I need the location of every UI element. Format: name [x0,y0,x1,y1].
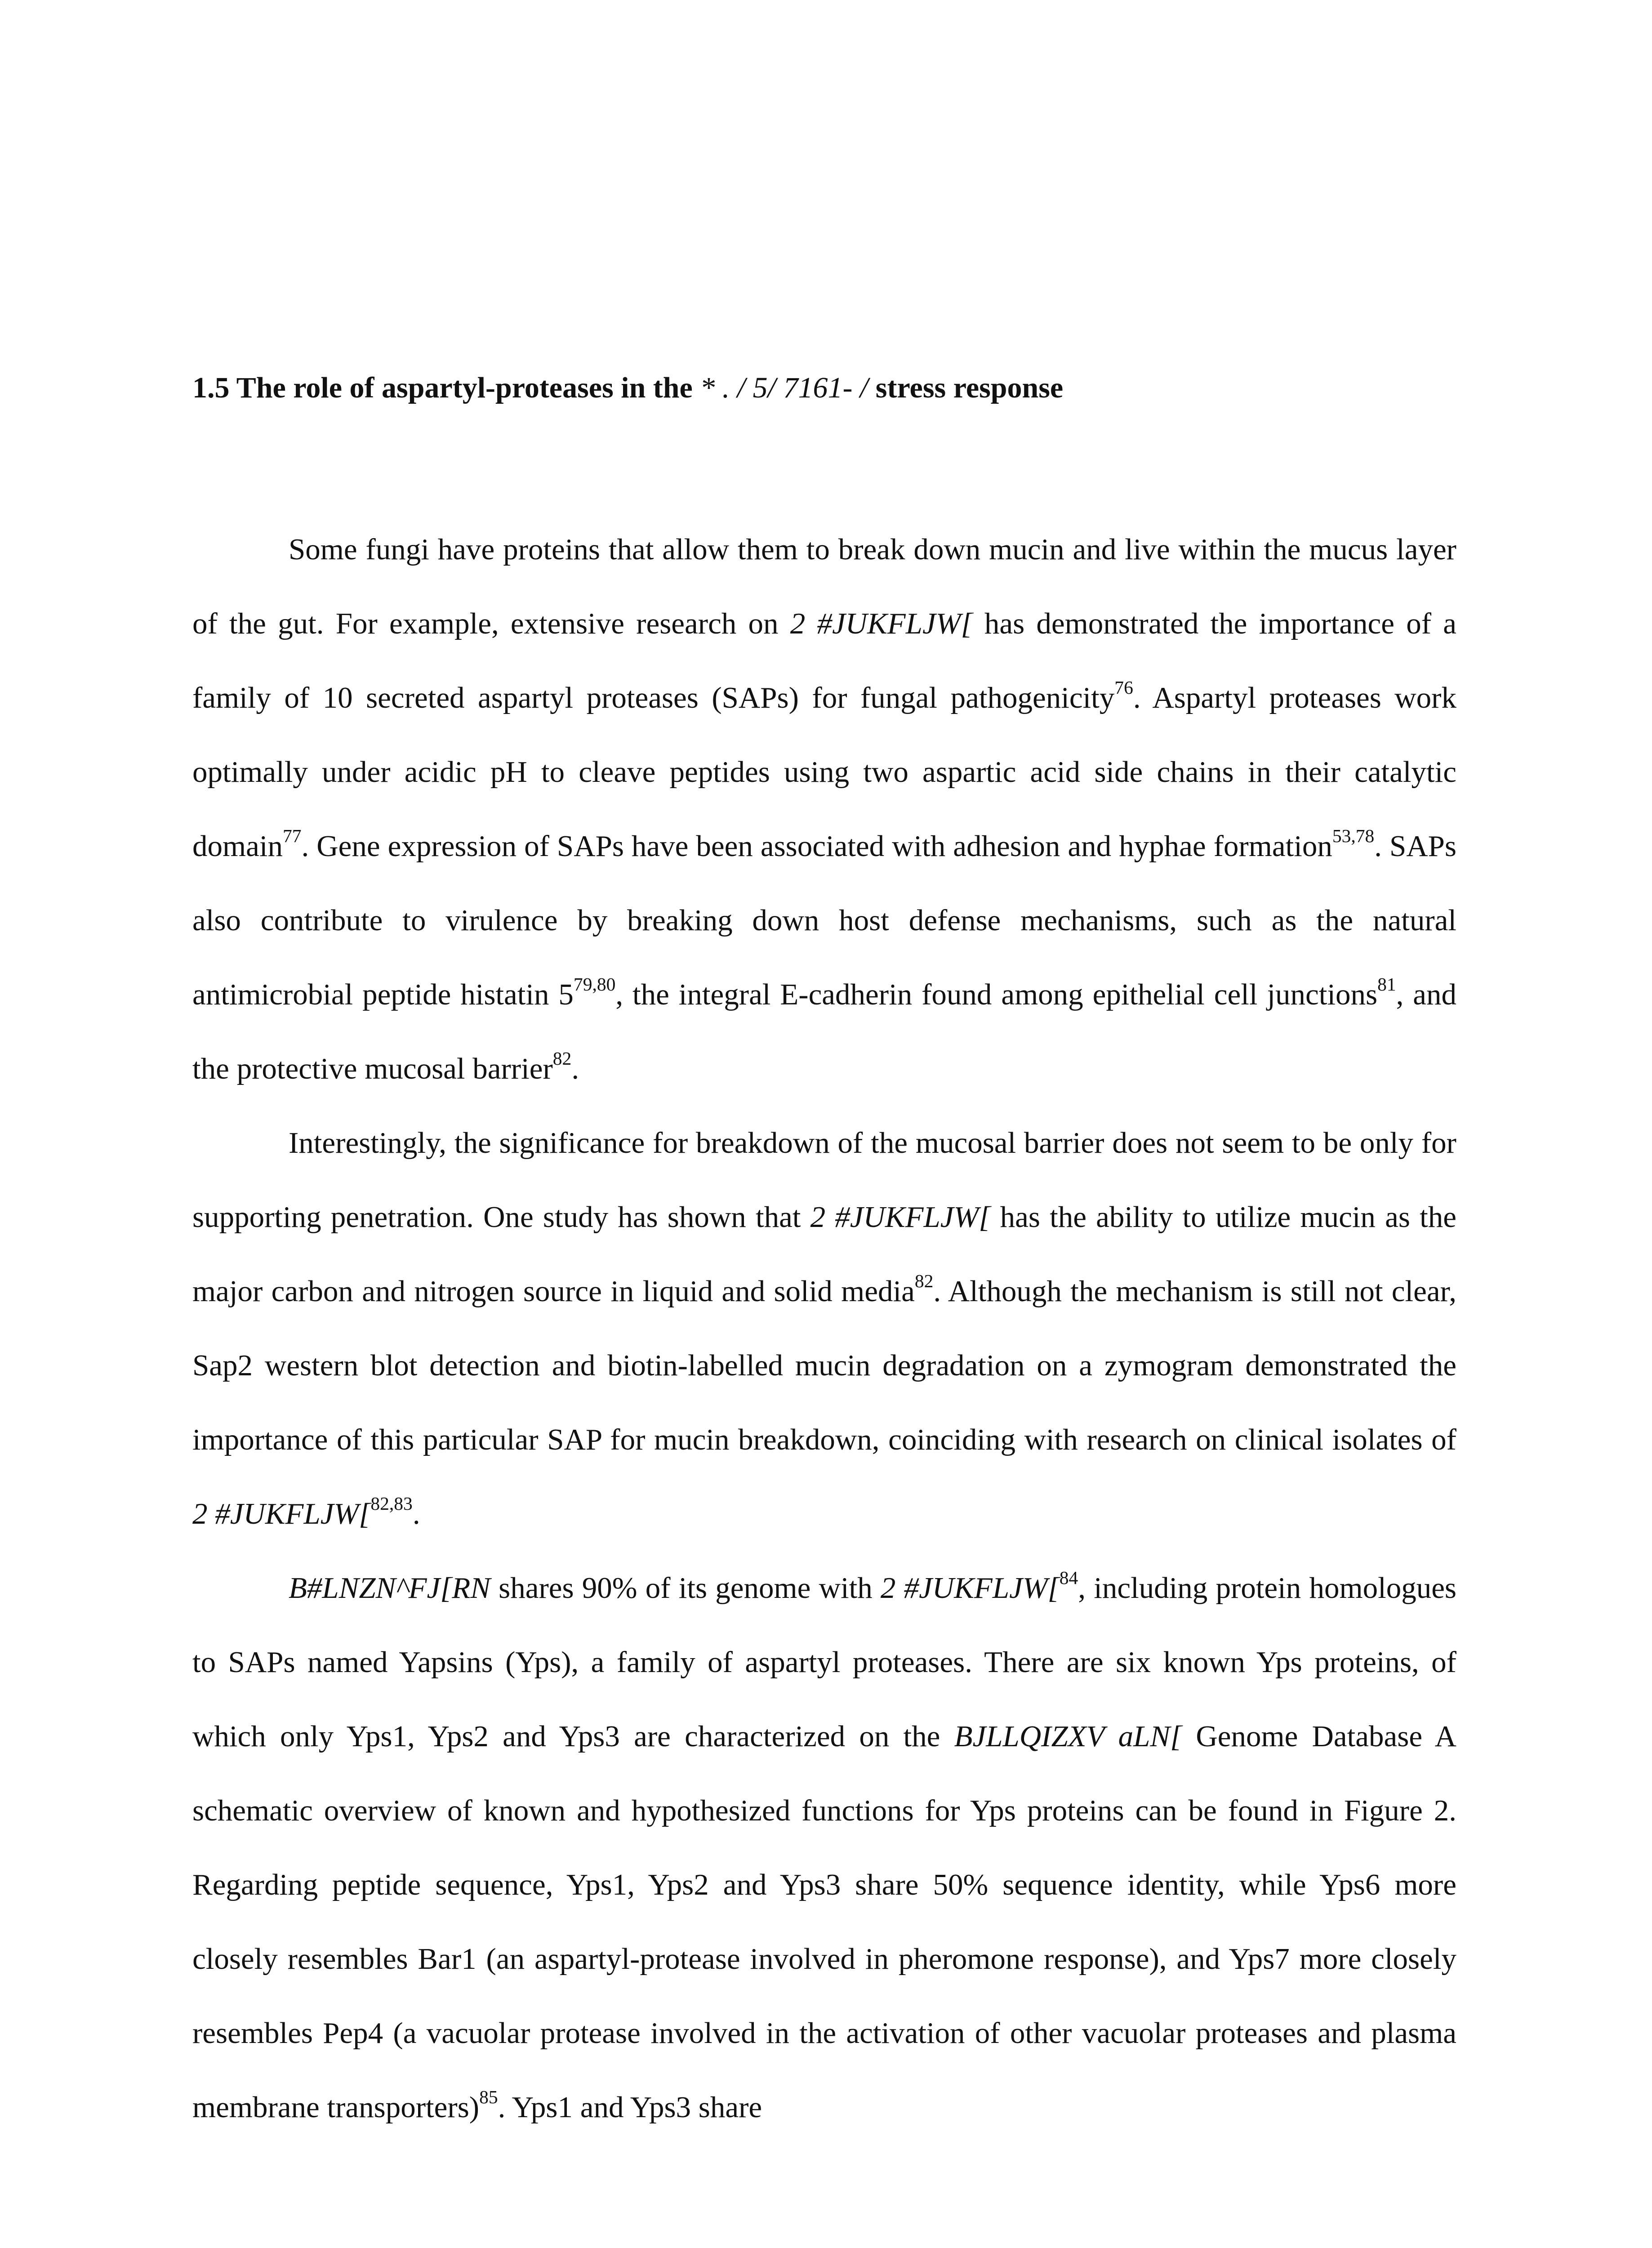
section-heading [192,368,1496,408]
italic-species-name: BJLLQIZXV aLN[ [954,1720,1182,1753]
body-text [192,513,1456,2145]
text-run: . Yps1 and Yps3 share [498,2091,762,2124]
text-run: shares 90% of its genome with [490,1571,881,1605]
italic-species-name: 2 #JUKFLJW[ [192,1497,371,1530]
text-run: . SAPs also contribute to virulence by breaking down host defense mechanisms, such as the natural antimicrobial peptide histatin 5 [192,830,1457,1011]
section-heading-italic-term: * . / 5/ 7161- / [700,371,868,404]
italic-species-name: 2 #JUKFLJW[ [880,1571,1060,1605]
text-run: has demonstrated the importance of a family of 10 secreted aspartyl proteases (SAPs) for fungal pathogenicity [192,607,1457,714]
paragraph-1 [192,513,1456,1106]
italic-species-name: 2 #JUKFLJW[ [810,1200,991,1234]
section-heading-suffix: stress response [875,371,1064,404]
citation-superscript: 85 [479,2086,498,2107]
text-run: Some fungi have proteins that allow them to break down mucin and live within the mucus layer of the gut. For example, extensive research on [192,533,1456,640]
text-run: , including protein homologues to SAPs named Yapsins (Yps), a family of aspartyl proteases. There are six known Yps proteins, of which only Yps1, Yps2 and Yps3 are characterized on the [192,1571,1457,1753]
text-run: . Gene expression of SAPs have been associated with adhesion and hyphae formation [301,830,1332,863]
citation-superscript: 82,83 [370,1493,413,1514]
paragraph-3 [192,1551,1456,2145]
citation-superscript: 79,80 [573,973,616,995]
italic-species-name: 2 #JUKFLJW[ [790,607,973,640]
text-run: . [412,1497,420,1530]
text-run: , and the protective mucosal barrier [192,978,1456,1085]
text-run: . [571,1052,579,1085]
text-run: , the integral E-cadherin found among epithelial cell junctions [615,978,1378,1011]
italic-species-name: B#LNZN^FJ[RN [289,1571,490,1605]
text-run: . Although the mechanism is still not clear, Sap2 western blot detection and biotin-labelled mucin degradation on a zymogram demonstrated the importance of this particular SAP for mucin breakdown, coinciding with research on clinical isolates of [192,1275,1456,1456]
text-run: . Aspartyl proteases work optimally under acidic pH to cleave peptides using two aspartic acid side chains in their catalytic domain [192,681,1456,863]
citation-superscript: 84 [1059,1567,1078,1588]
citation-superscript: 82 [552,1048,572,1069]
citation-superscript: 77 [282,825,302,846]
citation-superscript: 81 [1377,973,1396,995]
citation-superscript: 82 [914,1270,934,1291]
section-heading-prefix: 1.5 The role of aspartyl-proteases in the [192,371,693,404]
citation-superscript: 53,78 [1332,825,1375,846]
text-run: has the ability to utilize mucin as the major carbon and nitrogen source in liquid and solid media [192,1200,1456,1308]
citation-superscript: 76 [1114,677,1133,698]
paragraph-2 [192,1106,1456,1551]
text-run: Genome Database A schematic overview of known and hypothesized functions for Yps proteins can be found in Figure 2. Regarding peptide sequence, Yps1, Yps2 and Yps3 share 50% sequence identity, while Yps6 more closely resembles Bar1 (an aspartyl-protease involved in pheromone response), and Yps7 more closely resembles Pep4 (a vacuolar protease involved in the activation of other vacuolar proteases and plasma membrane transporters) [192,1720,1456,2124]
text-run: Interestingly, the significance for breakdown of the mucosal barrier does not seem to be only for supporting penetration. One study has shown that [192,1126,1456,1234]
